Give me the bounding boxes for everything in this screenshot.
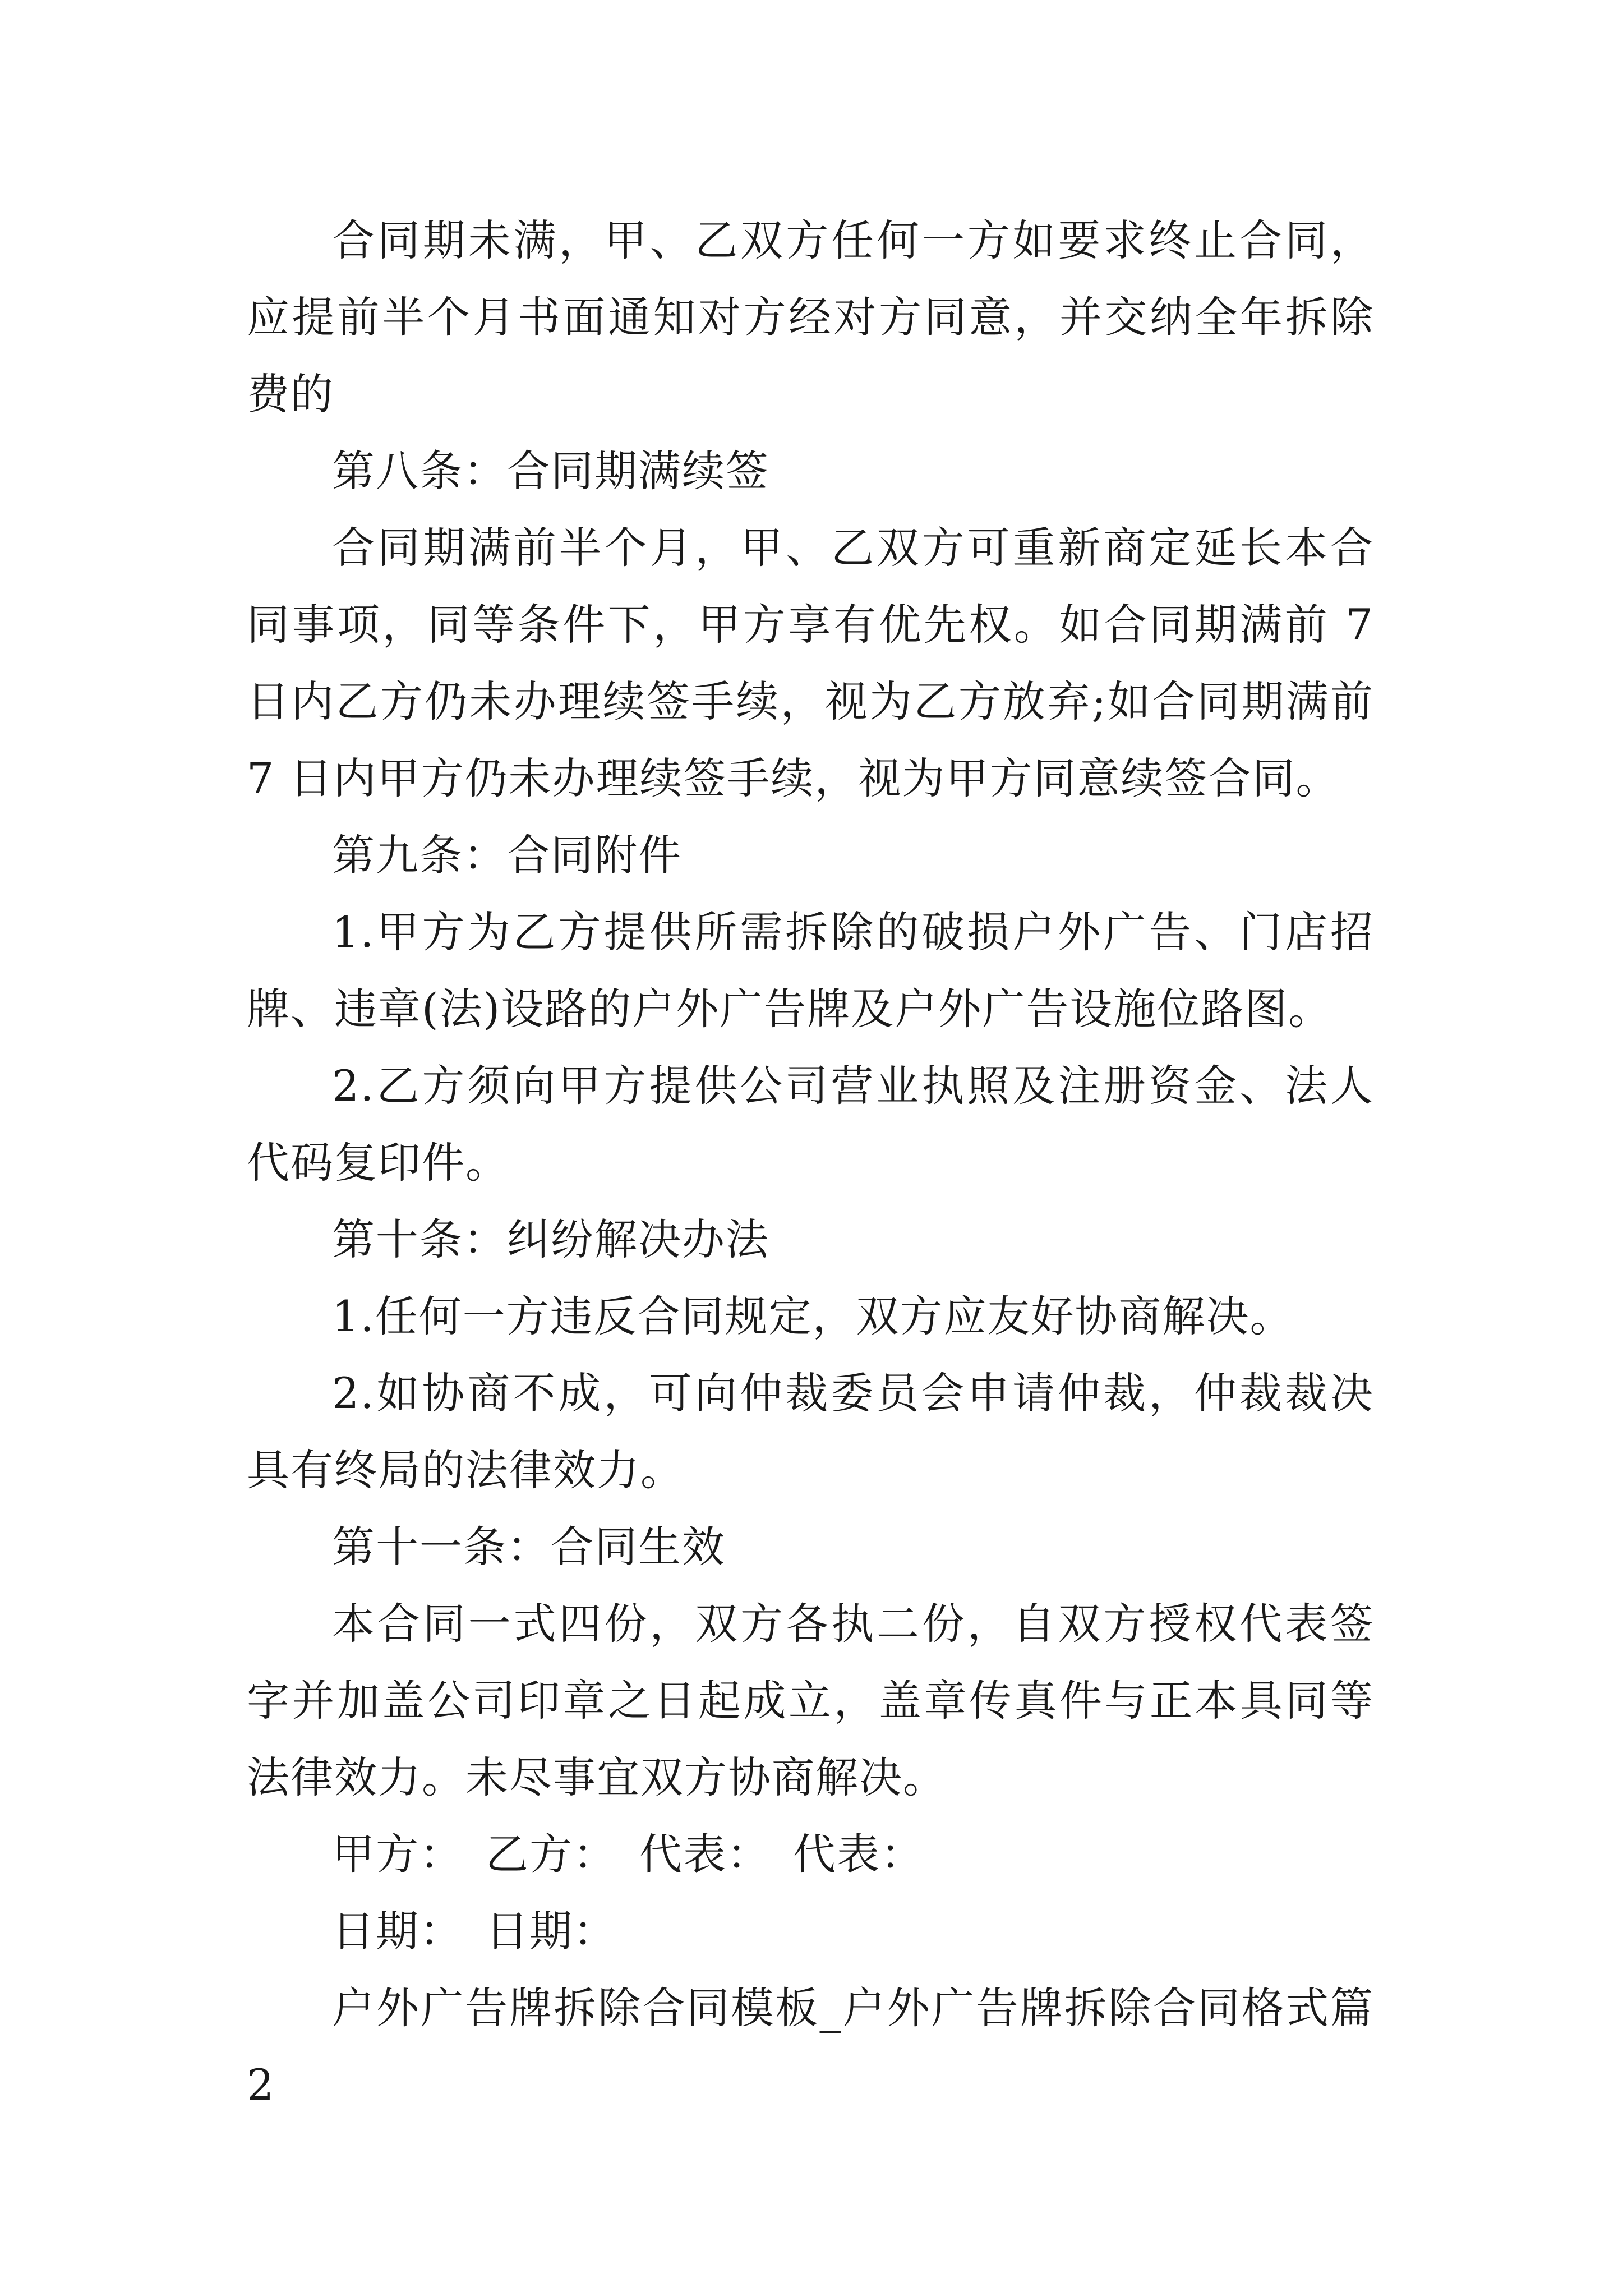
heading-article-10: 第十条：纠纷解决办法 <box>332 1214 769 1264</box>
paragraph-dispute-1: 1.任何一方违反合同规定，双方应友好协商解决。 <box>332 1291 1294 1341</box>
paragraph-attachment-2: 2.乙方须向甲方提供公司营业执照及注册资金、法人代码复印件。 <box>247 1061 1374 1188</box>
document-body <box>247 202 1374 2123</box>
heading-article-8: 第八条：合同期满续签 <box>332 446 769 496</box>
date-line: 日期： 日期： <box>332 1906 617 1956</box>
paragraph-renewal: 合同期满前半个月，甲、乙双方可重新商定延长本合同事项，同等条件下，甲方享有优先权。如合同期满前 7 日内乙方仍未办理续签手续，视为乙方放弃;如合同期满前 7 日内甲方仍未办理续签手续，视为甲方同意续签合同。 <box>247 523 1374 803</box>
section-title-part-2: 户外广告牌拆除合同模板_户外广告牌拆除合同格式篇 2 <box>247 1983 1374 2110</box>
paragraph-termination: 合同期未满，甲、乙双方任何一方如要求终止合同，应提前半个月书面通知对方经对方同意，并交纳全年拆除费的 <box>247 215 1374 419</box>
heading-article-9: 第九条：合同附件 <box>332 830 682 880</box>
heading-article-11: 第十一条：合同生效 <box>332 1522 726 1572</box>
paragraph-attachment-1: 1.甲方为乙方提供所需拆除的破损户外广告、门店招牌、违章(法)设路的户外广告牌及户外广告设施位路图。 <box>247 907 1374 1034</box>
signature-line: 甲方： 乙方： 代表： 代表： <box>332 1829 924 1879</box>
paragraph-dispute-2: 2.如协商不成，可向仲裁委员会申请仲裁，仲裁裁决具有终局的法律效力。 <box>247 1368 1374 1495</box>
paragraph-effectiveness: 本合同一式四份，双方各执二份，自双方授权代表签字并加盖公司印章之日起成立，盖章传真件与正本具同等法律效力。未尽事宜双方协商解决。 <box>247 1599 1374 1802</box>
